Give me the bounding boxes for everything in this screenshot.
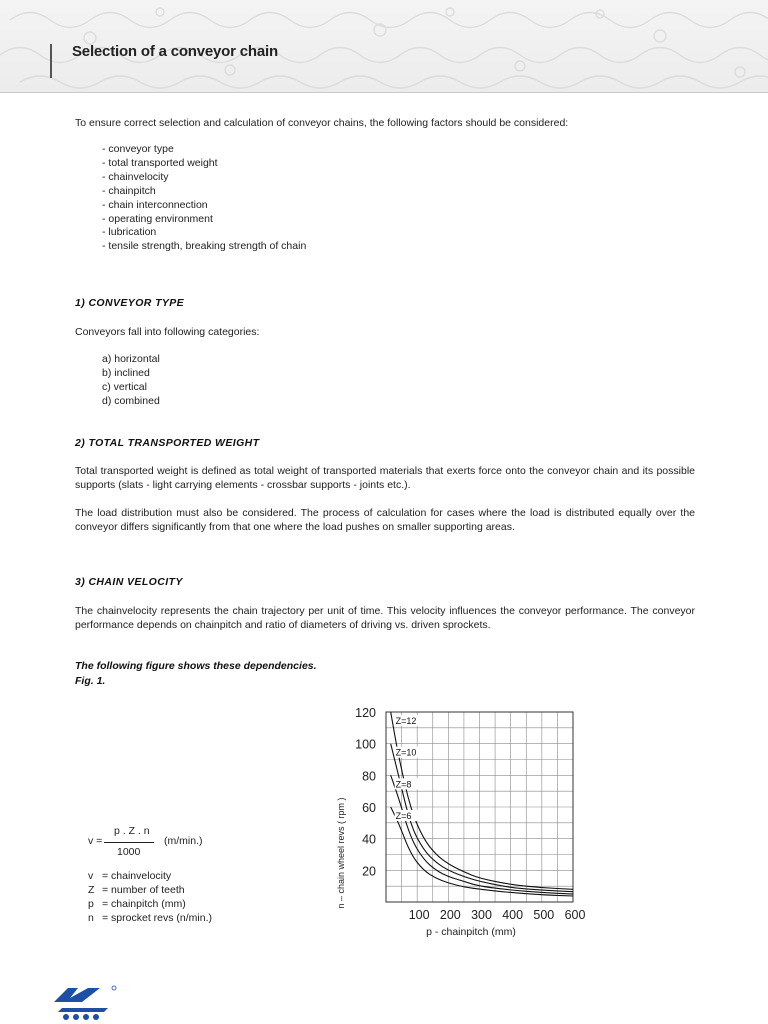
x-tick-label: 600 <box>564 908 586 922</box>
page-title: Selection of a conveyor chain <box>72 43 278 60</box>
y-tick-label: 20 <box>362 864 376 879</box>
intro-text: To ensure correct selection and calculation of conveyor chains, the following factors should be considered: <box>75 117 569 129</box>
y-tick-label: 120 <box>355 706 376 720</box>
y-tick-label: 100 <box>355 737 376 752</box>
list-item: a) horizontal <box>102 353 160 365</box>
x-tick-label: 300 <box>471 908 492 922</box>
list-item: c) vertical <box>102 380 147 393</box>
legend-text: = number of teeth <box>102 884 185 896</box>
section2-paragraph-2: The load distribution must also be considered. The process of calculation for cases where the load is distributed equally over the conveyor differs significantly from that one where the load pushes on smaller supporting areas. <box>75 507 695 533</box>
list-item: b) inclined <box>102 366 150 379</box>
chart-ticks <box>355 706 585 922</box>
y-tick-label: 80 <box>362 769 376 784</box>
list-item: - lubrication <box>102 226 157 239</box>
legend-symbol: Z <box>88 884 95 896</box>
formula-denominator: 1000 <box>117 846 141 858</box>
legend-text: = chainvelocity <box>102 870 172 882</box>
legend-symbol: v <box>88 870 94 882</box>
chart-grid <box>386 712 573 902</box>
series-label: Z=6 <box>395 811 412 821</box>
formula-unit: (m/min.) <box>164 835 203 847</box>
list-item: - tensile strength, breaking strength of chain <box>102 240 307 253</box>
list-item: - chain interconnection <box>102 198 208 211</box>
series-label: Z=12 <box>395 716 417 726</box>
x-axis-label: p - chainpitch (mm) <box>426 926 516 938</box>
series-label: Z=10 <box>395 747 417 758</box>
list-item: - operating environment <box>102 212 213 225</box>
chart-lines <box>391 712 573 896</box>
section-heading-conveyor-type: 1) CONVEYOR TYPE <box>75 297 185 309</box>
x-tick-label: 400 <box>502 908 524 922</box>
legend-text: = sprocket revs (n/min.) <box>102 912 212 924</box>
section-heading-total-weight: 2) TOTAL TRANSPORTED WEIGHT <box>75 437 260 449</box>
y-tick-label: 60 <box>362 801 376 815</box>
x-tick-label: 200 <box>439 908 461 922</box>
section-heading-chain-velocity: 3) CHAIN VELOCITY <box>75 576 183 588</box>
y-tick-label: 40 <box>362 832 376 847</box>
chart-labels <box>395 715 419 821</box>
legend-text: = chainpitch (mm) <box>102 898 186 910</box>
figure-label: Fig. 1. <box>75 675 106 687</box>
list-item: - total transported weight <box>102 156 218 169</box>
company-logo <box>48 982 120 1022</box>
figure-caption: The following figure shows these dependencies. <box>75 660 317 672</box>
list-item: d) combined <box>102 394 160 407</box>
section3-paragraph: The chainvelocity represents the chain trajectory per unit of time. This velocity influences the conveyor performance. The conveyor performance depends on chainpitch and ratio of diameters of driving vs. driven sprockets. <box>75 605 695 631</box>
legend-symbol: p <box>88 898 94 910</box>
list-item: - conveyor type <box>102 143 174 155</box>
x-tick-label: 100 <box>408 908 430 922</box>
list-item: - chainpitch <box>102 184 156 197</box>
section2-paragraph-1: Total transported weight is defined as total weight of transported materials that exerts force onto the conveyor chain and its possible supports (slats - light carrying elements - crossbar supports - joints etc.). <box>75 465 695 491</box>
section1-text: Conveyors fall into following categories: <box>75 326 260 338</box>
legend-symbol: n <box>88 912 94 924</box>
series-label: Z=8 <box>395 779 412 790</box>
x-tick-label: 500 <box>533 908 555 922</box>
formula-lhs: v = <box>88 835 103 847</box>
list-item: - chainvelocity <box>102 170 169 183</box>
formula-numerator: p . Z . n <box>114 825 150 837</box>
series-line-z8 <box>391 775 573 894</box>
y-axis-label: n – chain wheel revs ( rpm ) <box>336 797 346 909</box>
